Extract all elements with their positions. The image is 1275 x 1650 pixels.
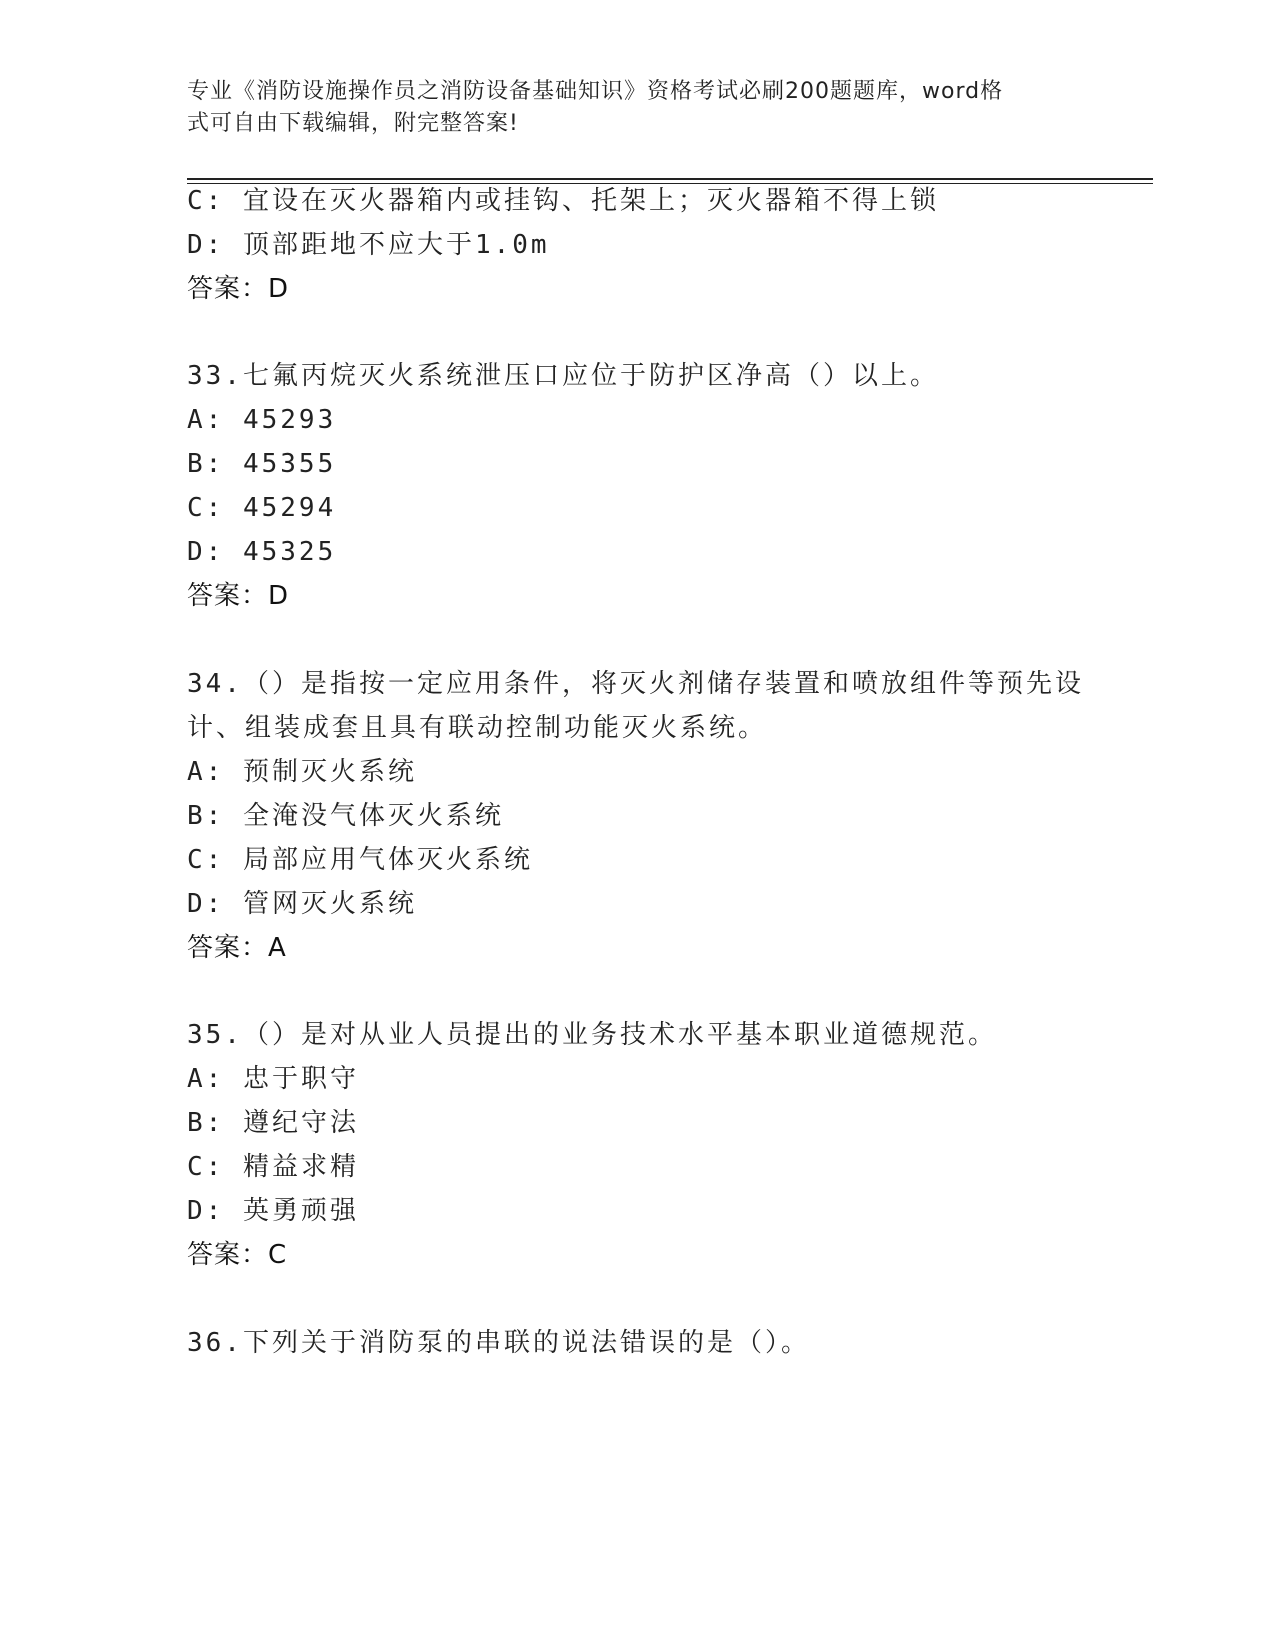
question-33-option-a: A: 45293 [187, 405, 337, 435]
question-33-option-d: D: 45325 [187, 537, 337, 567]
question-34-option-d: D: 管网灭火系统 [187, 889, 417, 919]
question-34-option-c: C: 局部应用气体灭火系统 [187, 845, 533, 875]
header-divider-thick [187, 178, 1153, 180]
question-35-option-c: C: 精益求精 [187, 1152, 359, 1182]
question-35-answer: 答案：C [187, 1240, 288, 1270]
prev-option-d: D: 顶部距地不应大于1.0m [187, 230, 550, 260]
question-36-stem: 36.下列关于消防泵的串联的说法错误的是（）。 [187, 1328, 810, 1358]
question-33-stem: 33.七氟丙烷灭火系统泄压口应位于防护区净高（）以上。 [187, 361, 939, 391]
header-line-1: 专业《消防设施操作员之消防设备基础知识》资格考试必刷200题题库，word格 [187, 79, 1004, 104]
prev-answer: 答案：D [187, 274, 290, 304]
question-34-stem-line-1: 34.（）是指按一定应用条件，将灭火剂储存装置和喷放组件等预先设 [187, 669, 1084, 699]
question-34-answer: 答案：A [187, 933, 287, 963]
question-35-option-a: A: 忠于职守 [187, 1064, 359, 1094]
header-line-2: 式可自由下载编辑，附完整答案! [187, 111, 519, 136]
question-35-stem: 35.（）是对从业人员提出的业务技术水平基本职业道德规范。 [187, 1020, 997, 1050]
question-33-answer: 答案：D [187, 581, 290, 611]
question-35-option-d: D: 英勇顽强 [187, 1196, 359, 1226]
question-34-stem-line-2: 计、组装成套且具有联动控制功能灭火系统。 [187, 713, 768, 743]
question-34-option-b: B: 全淹没气体灭火系统 [187, 801, 504, 831]
prev-option-c: C: 宜设在灭火器箱内或挂钩、托架上；灭火器箱不得上锁 [187, 186, 939, 216]
question-33-option-c: C: 45294 [187, 493, 337, 523]
document-header [187, 76, 1067, 140]
question-35-option-b: B: 遵纪守法 [187, 1108, 359, 1138]
question-34-option-a: A: 预制灭火系统 [187, 757, 417, 787]
question-33-option-b: B: 45355 [187, 449, 337, 479]
